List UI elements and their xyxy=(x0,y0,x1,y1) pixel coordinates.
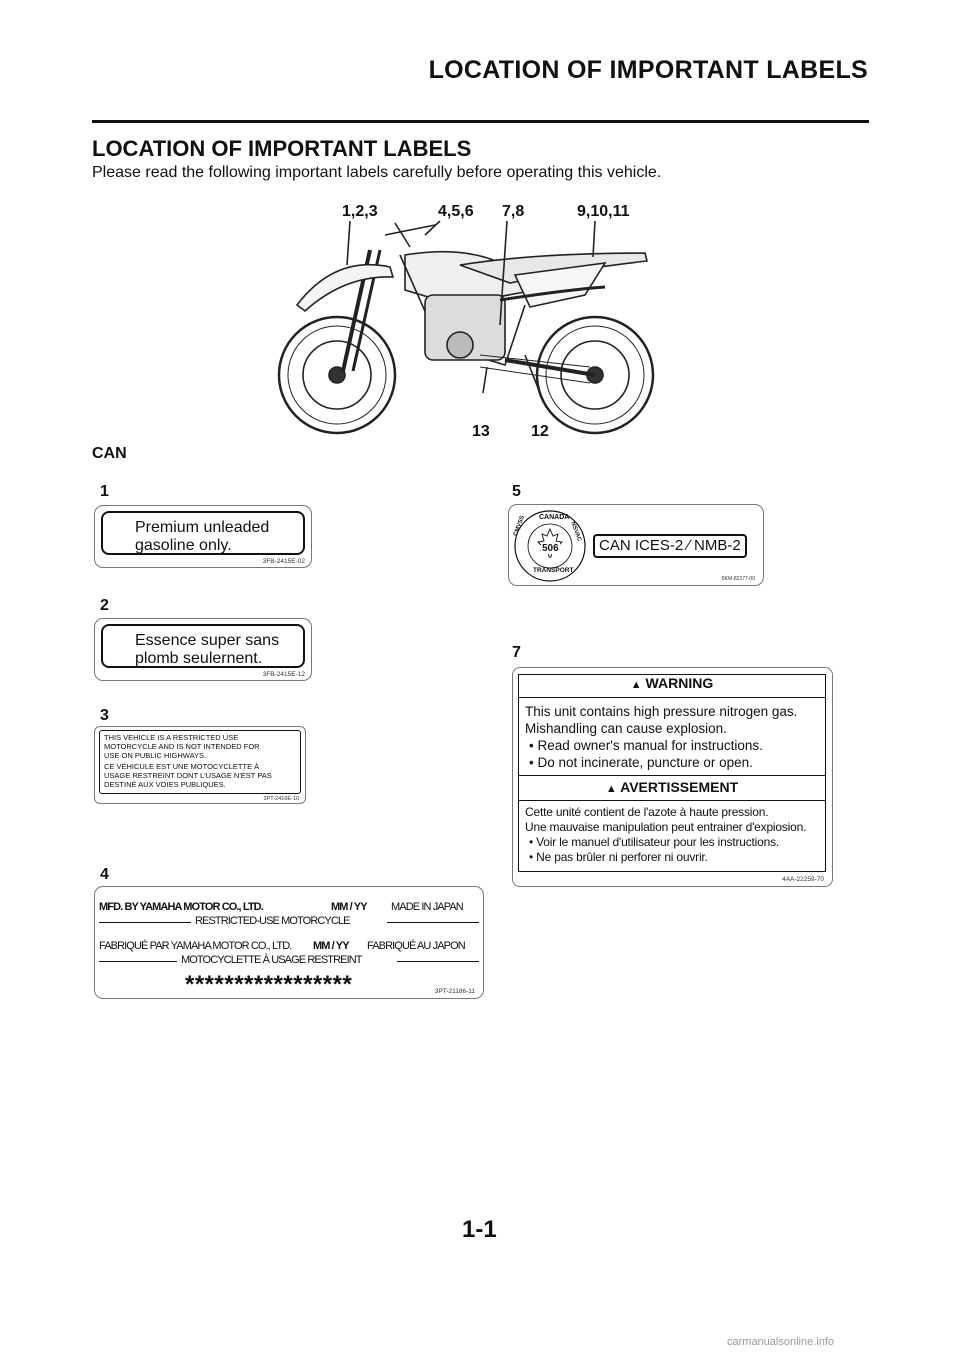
avertissement-title: AVERTISSEMENT xyxy=(620,779,739,795)
label-2-line-2: plomb seulernent. xyxy=(135,650,263,667)
label-3-fr-line-1: CE VÉHICULE EST UNE MOTOCYCLETTE À xyxy=(104,762,260,771)
warning-title: WARNING xyxy=(645,675,714,691)
warning-en-line-1: This unit contains high pressure nitrogen gas. xyxy=(525,704,798,719)
label-1-line-2: gasoline only. xyxy=(135,537,232,554)
motorcycle-figure xyxy=(275,195,660,445)
label-7-code: 4AA-22259-70 xyxy=(782,876,824,883)
callout-1-2-3: 1,2,3 xyxy=(342,203,378,220)
label-1-number: 1 xyxy=(100,483,109,500)
label-3-en-line-1: THIS VEHICLE IS A RESTRICTED USE xyxy=(104,733,239,742)
label-2-number: 2 xyxy=(100,597,109,614)
seal-left-text: CMVSS xyxy=(513,514,526,538)
label-5-number: 5 xyxy=(512,483,521,500)
label-1 xyxy=(94,505,312,568)
label-3-fr-line-3: DESTINÉ AUX VOIES PUBLIQUES. xyxy=(104,780,226,789)
label-5 xyxy=(508,504,764,586)
label-7 xyxy=(512,667,833,887)
label-4-mmyy-fr: MM / YY xyxy=(313,940,349,952)
label-2-line-1: Essence super sans xyxy=(135,632,280,649)
label-3-fr-line-2: USAGE RESTREINT DONT L'USAGE N'EST PAS xyxy=(104,771,272,780)
warning-header xyxy=(519,675,825,698)
label-4-rule-right-1 xyxy=(387,922,479,923)
label-4-serial-stars: ***************** xyxy=(185,971,353,998)
warning-en-bullet-1: • Read owner's manual for instructions. xyxy=(529,738,763,753)
label-4 xyxy=(94,886,484,999)
warning-en-bullet-1-text: Read owner's manual for instructions. xyxy=(537,738,763,753)
ices-badge: CAN ICES-2 ∕ NMB-2 xyxy=(593,534,747,558)
label-4-number: 4 xyxy=(100,866,109,883)
label-2 xyxy=(94,618,312,681)
label-3 xyxy=(94,726,306,804)
callout-13: 13 xyxy=(472,423,490,440)
label-1-inner xyxy=(101,511,305,555)
label-4-code: 3PT-21186-11 xyxy=(434,988,475,995)
intro-text: Please read the following important labels carefully before operating this vehicle. xyxy=(92,164,662,181)
warning-fr-bullet-2-text: Ne pas brûler ni perforer ni ouvrir. xyxy=(536,850,708,864)
warning-fr-bullet-2: • Ne pas brûler ni perforer ni ouvrir. xyxy=(529,850,708,864)
warning-fr-line-1: Cette unité contient de l'azote à haute pression. xyxy=(525,805,769,819)
label-2-code: 3FB-2415E-12 xyxy=(262,671,305,678)
label-5-code: 8KM-82377-00 xyxy=(721,576,755,582)
warning-fr-line-2: Une mauvaise manipulation peut entrainer d'expiosion. xyxy=(525,820,807,834)
label-4-mfd: MFD. BY YAMAHA MOTOR CO., LTD. xyxy=(99,901,263,913)
label-3-code: 3PT-2416E-10 xyxy=(263,796,299,802)
label-7-inner xyxy=(518,674,826,872)
label-4-made-in: MADE IN JAPAN xyxy=(391,901,463,913)
label-4-mmyy: MM / YY xyxy=(331,901,367,913)
label-3-inner xyxy=(99,730,301,794)
label-4-rule-right-2 xyxy=(397,961,479,962)
label-4-fabrique: FABRIQUÉ PAR YAMAHA MOTOR CO., LTD. xyxy=(99,940,292,952)
warning-body-en xyxy=(525,703,821,771)
callout-9-10-11: 9,10,11 xyxy=(577,203,630,220)
seal-number: 506 xyxy=(542,543,559,554)
label-3-en-line-2: MOTORCYCLE AND IS NOT INTENDED FOR xyxy=(104,742,260,751)
header-rule xyxy=(92,120,869,123)
warning-en-bullet-2-text: Do not incinerate, puncture or open. xyxy=(537,755,753,770)
region-label: CAN xyxy=(92,445,127,462)
label-7-number: 7 xyxy=(512,644,521,661)
label-4-restricted: RESTRICTED-USE MOTORCYCLE xyxy=(195,915,350,927)
callout-12: 12 xyxy=(531,423,549,440)
warning-body-fr xyxy=(525,805,823,865)
watermark: carmanualsonline.info xyxy=(727,1336,835,1348)
callout-4-5-6: 4,5,6 xyxy=(438,203,474,220)
page-number: 1-1 xyxy=(462,1216,497,1243)
label-4-moto-fr: MOTOCYCLETTE À USAGE RESTREINT xyxy=(181,954,362,966)
warning-triangle-icon: ▲ xyxy=(630,679,642,691)
running-header: LOCATION OF IMPORTANT LABELS xyxy=(428,56,868,84)
avertissement-header xyxy=(519,775,825,801)
warning-fr-bullet-1-text: Voir le manuel d'utilisateur pour les instructions. xyxy=(536,835,780,849)
label-2-inner xyxy=(101,624,305,668)
label-4-fabrique-japon: FABRIQUÉ AU JAPON xyxy=(367,940,465,952)
callout-7-8: 7,8 xyxy=(502,203,525,220)
label-3-en-line-3: USE ON PUBLIC HIGHWAYS. xyxy=(104,751,207,760)
avertissement-triangle-icon: ▲ xyxy=(605,783,617,795)
seal-bottom-text: TRANSPORT xyxy=(533,567,574,574)
label-4-rule-left-2 xyxy=(99,961,177,962)
label-4-rule-left-1 xyxy=(99,922,191,923)
label-1-line-1: Premium unleaded xyxy=(135,519,270,536)
section-title: LOCATION OF IMPORTANT LABELS xyxy=(92,136,472,161)
warning-en-line-2: Mishandling can cause explosion. xyxy=(525,721,727,736)
label-1-code: 3FB-2415E-02 xyxy=(262,558,305,565)
seal-right-text: NSVAC xyxy=(569,521,583,543)
label-3-number: 3 xyxy=(100,707,109,724)
seal-top-text: CANADA xyxy=(539,514,570,521)
warning-en-bullet-2: • Do not incinerate, puncture or open. xyxy=(529,755,753,770)
motorcycle-illustration xyxy=(275,195,660,445)
warning-fr-bullet-1: • Voir le manuel d'utilisateur pour les instructions. xyxy=(529,835,780,849)
